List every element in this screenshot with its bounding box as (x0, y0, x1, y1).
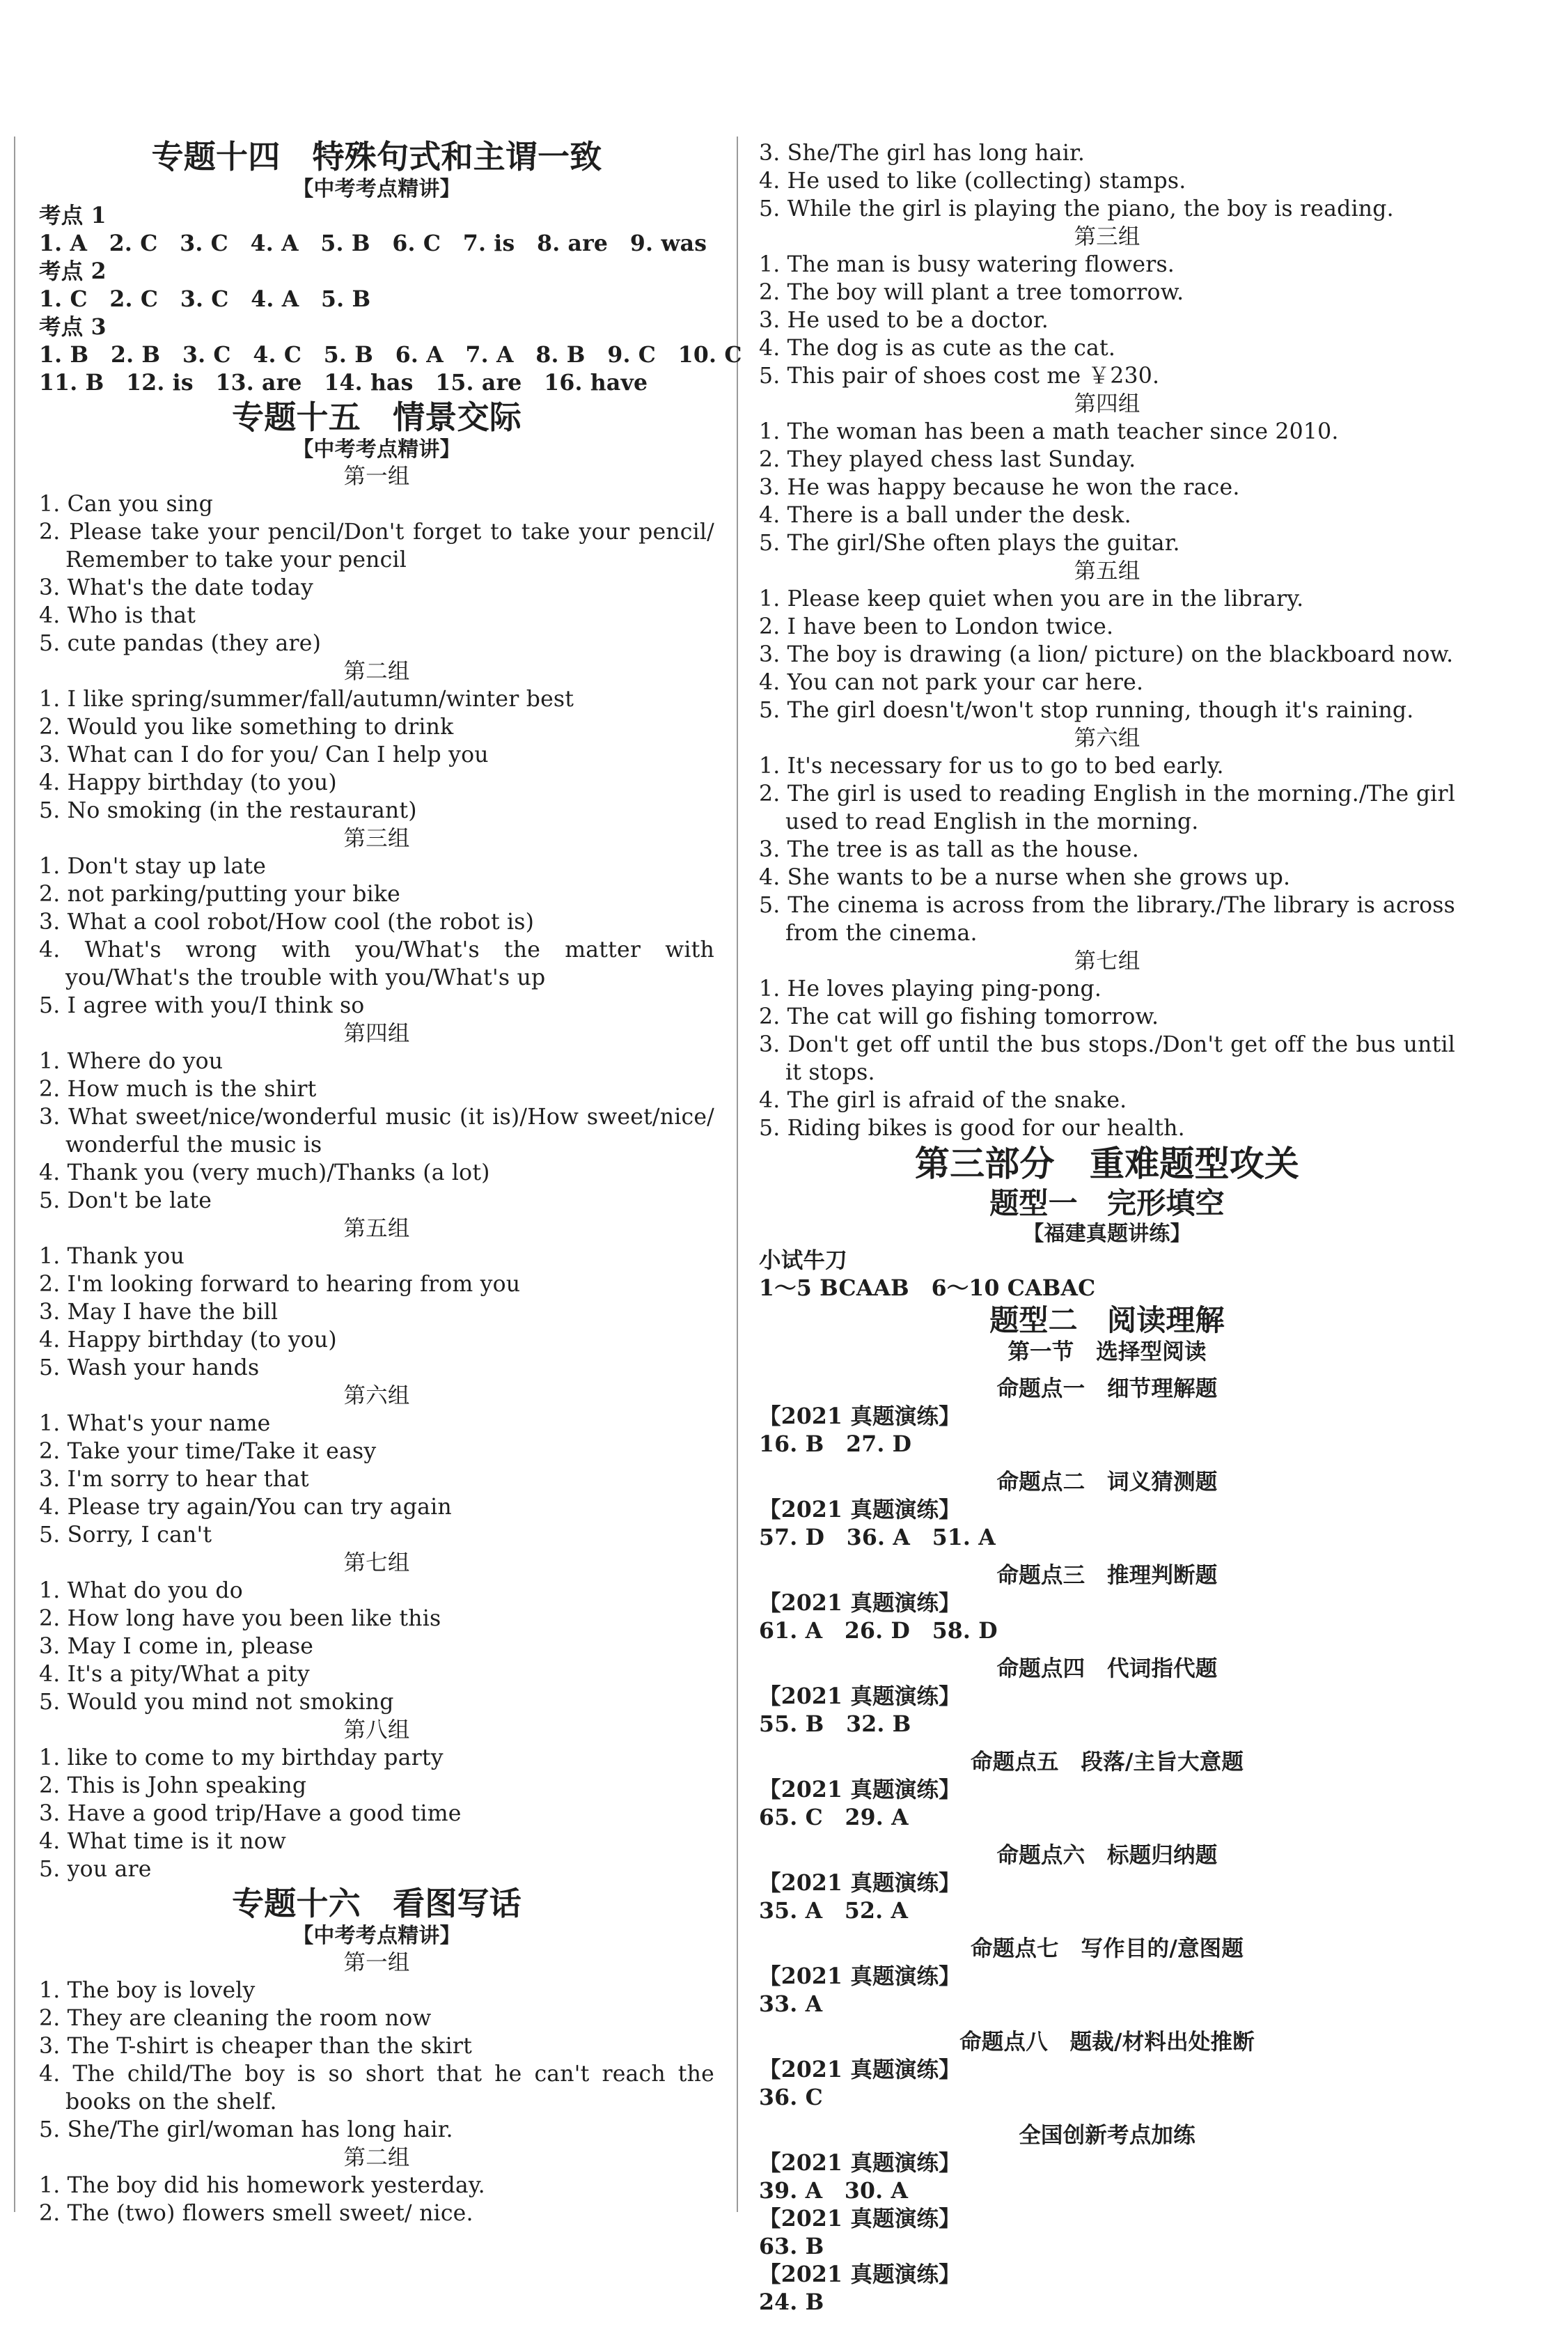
answer-item: 5. Sorry, I can't (39, 1523, 212, 1548)
group-heading: 第三组 (343, 826, 410, 851)
practice-tag: 【2021 真题演练】 (759, 2150, 961, 2176)
answer-item: 5. The girl/She often plays the guitar. (759, 531, 1180, 556)
practice-answers: 57. D 36. A 51. A (759, 1525, 996, 1550)
group-heading: 第三组 (1074, 224, 1140, 249)
answer-item: 1. The woman has been a math teacher since 2010. (759, 419, 1339, 444)
mingti-point-title: 命题点四 代词指代题 (996, 1656, 1218, 1681)
answer-item: 2. The boy will plant a tree tomorrow. (759, 280, 1184, 305)
answer-item: 3. May I come in, please (39, 1634, 314, 1659)
group-heading: 第二组 (343, 2145, 410, 2170)
answer-item: 1. The boy did his homework yesterday. (39, 2173, 485, 2198)
answer-item: 4. What's wrong with you/What's the matter with you/What's the trouble with you/What's up (39, 937, 714, 990)
answer-item: 5. Don't be late (39, 1188, 212, 1213)
mingti-point-title: 命题点八 题裁/材料出处推断 (959, 2029, 1255, 2055)
practice-answers: 36. C (759, 2085, 823, 2110)
answer-item: 1. Please keep quiet when you are in the library. (759, 586, 1304, 612)
answer-item: 4. What time is it now (39, 1829, 287, 1854)
part-3-title: 第三部分 重难题型攻关 (914, 1143, 1300, 1184)
answer-item: 3. What a cool robot/How cool (the robot is) (39, 910, 535, 935)
practice-answers: 55. B 32. B (759, 1711, 911, 1737)
mingti-point-title: 命题点二 词义猜测题 (996, 1469, 1218, 1495)
answer-item: 4. Happy birthday (to you) (39, 1327, 337, 1353)
answer-item: 3. The boy is drawing (a lion/ picture) on the blackboard now. (759, 642, 1454, 667)
right-column (759, 139, 1455, 2316)
topic-14-subtitle: 【中考考点精讲】 (292, 177, 461, 201)
continued-group-2 (759, 139, 1455, 223)
answer-item: 5. Wash your hands (39, 1355, 260, 1380)
answer-item: 3. I'm sorry to hear that (39, 1467, 309, 1492)
practice-tag: 【2021 真题演练】 (759, 1870, 961, 1896)
column-divider (737, 137, 738, 2212)
answer-item: 1. The man is busy watering flowers. (759, 252, 1175, 277)
answer-item: 4. Thank you (very much)/Thanks (a lot) (39, 1160, 490, 1185)
answer-item: 4. She wants to be a nurse when she grows up. (759, 865, 1291, 890)
mingti-point-title: 命题点六 标题归纳题 (996, 1842, 1218, 1868)
answer-item: 5. Riding bikes is good for our health. (759, 1116, 1185, 1141)
answer-item: 1. Don't stay up late (39, 854, 267, 879)
mingti-point-title: 命题点一 细节理解题 (996, 1376, 1218, 1401)
practice-answers: 63. B (759, 2234, 824, 2259)
answer-item: 2. They are cleaning the room now (39, 2006, 432, 2031)
practice-tag: 【2021 真题演练】 (759, 2206, 961, 2232)
kaodian-3-answers-cont: 11. B 12. is 13. are 14. has 15. are 16. have (39, 370, 648, 396)
group-heading: 第四组 (1074, 391, 1140, 416)
topic-16-subtitle: 【中考考点精讲】 (292, 1924, 461, 1948)
answer-item: 3. He used to be a doctor. (759, 308, 1049, 333)
answer-item: 1. The boy is lovely (39, 1978, 256, 2003)
answer-item: 4. Please try again/You can try again (39, 1495, 452, 1520)
answer-item: 5. you are (39, 1857, 152, 1882)
group-heading: 第六组 (343, 1383, 410, 1408)
group-heading: 第八组 (343, 1718, 410, 1743)
answer-item: 2. How long have you been like this (39, 1606, 441, 1631)
practice-answers: 61. A 26. D 58. D (759, 1618, 998, 1644)
type-2-title: 题型二 阅读理解 (989, 1303, 1225, 1337)
mingti-points (759, 1375, 1455, 2112)
practice-tag: 【2021 真题演练】 (759, 1590, 961, 1616)
national-blocks (759, 2149, 1455, 2316)
answer-item: 2. I have been to London twice. (759, 614, 1114, 639)
answer-item: 1. like to come to my birthday party (39, 1745, 444, 1770)
left-margin-rule (14, 137, 15, 2212)
answer-item: 1. Thank you (39, 1244, 185, 1269)
answer-item: 1. It's necessary for us to go to bed early. (759, 754, 1224, 779)
kaodian-3-label: 考点 3 (39, 314, 107, 340)
practice-tag: 【2021 真题演练】 (759, 1403, 961, 1429)
group-heading: 第一组 (343, 464, 410, 489)
answer-item: 2. The (two) flowers smell sweet/ nice. (39, 2201, 473, 2226)
mingti-point-title: 命题点三 推理判断题 (996, 1562, 1218, 1588)
practice-tag: 【2021 真题演练】 (759, 1497, 961, 1523)
answer-item: 4. The dog is as cute as the cat. (759, 336, 1116, 361)
type-1-label: 小试牛刀 (759, 1247, 847, 1273)
answer-item: 2. This is John speaking (39, 1773, 307, 1798)
answer-item: 4. Who is that (39, 603, 196, 628)
answer-item: 3. What can I do for you/ Can I help you (39, 742, 489, 768)
topic-15-subtitle: 【中考考点精讲】 (292, 437, 461, 462)
mingti-point-title: 命题点五 段落/主旨大意题 (970, 1749, 1244, 1775)
group-heading: 第六组 (1074, 726, 1140, 751)
answer-item: 4. He used to like (collecting) stamps. (759, 169, 1186, 194)
answer-item: 5. Would you mind not smoking (39, 1690, 394, 1715)
answer-item: 4. The child/The boy is so short that he can't reach the books on the shelf. (39, 2062, 714, 2115)
answer-item: 1. I like spring/summer/fall/autumn/winter best (39, 687, 574, 712)
answer-item: 2. They played chess last Sunday. (759, 447, 1136, 472)
answer-item: 1. What do you do (39, 1578, 243, 1603)
answer-item: 5. While the girl is playing the piano, the boy is reading. (759, 196, 1394, 221)
answer-item: 3. May I have the bill (39, 1300, 279, 1325)
practice-answers: 65. C 29. A (759, 1805, 909, 1830)
answer-item: 2. The girl is used to reading English in the morning./The girl used to read English in the morning. (759, 781, 1455, 834)
practice-tag: 【2021 真题演练】 (759, 2057, 961, 2082)
section-1-title: 第一节 选择型阅读 (1008, 1339, 1207, 1364)
answer-item: 1. What's your name (39, 1411, 271, 1436)
answer-item: 5. She/The girl/woman has long hair. (39, 2117, 453, 2142)
answer-item: 2. Would you like something to drink (39, 715, 454, 740)
group-heading: 第七组 (343, 1550, 410, 1575)
mingti-point-title: 命题点七 写作目的/意图题 (970, 1936, 1244, 1961)
answer-item: 3. What's the date today (39, 575, 314, 600)
practice-tag: 【2021 真题演练】 (759, 1777, 961, 1802)
answer-item: 5. The cinema is across from the library./The library is across from the cinema. (759, 893, 1455, 946)
group-heading: 第二组 (343, 659, 410, 684)
answer-item: 1. Where do you (39, 1049, 224, 1074)
answer-item: 2. I'm looking forward to hearing from you (39, 1272, 521, 1297)
kaodian-2-answers: 1. C 2. C 3. C 4. A 5. B (39, 286, 371, 312)
national-title: 全国创新考点加练 (1019, 2122, 1195, 2148)
answer-item: 3. She/The girl has long hair. (759, 141, 1085, 166)
answer-item: 1. He loves playing ping-pong. (759, 976, 1102, 1002)
practice-tag: 【2021 真题演练】 (759, 2261, 961, 2287)
answer-item: 4. It's a pity/What a pity (39, 1662, 310, 1687)
topic-16-title: 专题十六 看图写话 (232, 1885, 522, 1922)
answer-item: 3. The tree is as tall as the house. (759, 837, 1139, 862)
right-groups (759, 223, 1455, 1142)
answer-item: 3. He was happy because he won the race. (759, 475, 1240, 500)
answer-item: 5. cute pandas (they are) (39, 631, 322, 656)
answer-item: 2. The cat will go fishing tomorrow. (759, 1004, 1159, 1029)
answer-item: 4. The girl is afraid of the snake. (759, 1088, 1127, 1113)
left-column (39, 137, 742, 2227)
answer-item: 3. The T-shirt is cheaper than the skirt (39, 2034, 473, 2059)
topic-14-kaodian (39, 202, 742, 397)
kaodian-1-label: 考点 1 (39, 203, 107, 228)
answer-item: 3. What sweet/nice/wonderful music (it is)/How sweet/nice/ wonderful the music is (39, 1105, 714, 1158)
answer-item: 2. How much is the shirt (39, 1077, 317, 1102)
practice-answers: 35. A 52. A (759, 1898, 909, 1924)
practice-tag: 【2021 真题演练】 (759, 1963, 961, 1989)
answer-item: 5. I agree with you/I think so (39, 993, 365, 1018)
answer-item: 1. Can you sing (39, 492, 214, 517)
answer-item: 5. This pair of shoes cost me ￥230. (759, 364, 1160, 389)
group-heading: 第四组 (343, 1021, 410, 1046)
kaodian-1-answers: 1. A 2. C 3. C 4. A 5. B 6. C 7. is 8. are 9. was (39, 231, 707, 256)
group-heading: 第七组 (1074, 949, 1140, 974)
answer-item: 2. Take your time/Take it easy (39, 1439, 377, 1464)
answer-item: 4. You can not park your car here. (759, 670, 1144, 695)
practice-tag: 【2021 真题演练】 (759, 1683, 961, 1709)
answer-item: 2. not parking/putting your bike (39, 882, 401, 907)
answer-item: 5. The girl doesn't/won't stop running, though it's raining. (759, 698, 1414, 723)
group-heading: 第五组 (343, 1216, 410, 1241)
answer-item: 4. There is a ball under the desk. (759, 503, 1131, 528)
type-1-answers: 1～5 BCAAB 6～10 CABAC (759, 1275, 1096, 1301)
topic-15-title: 专题十五 情景交际 (232, 398, 522, 436)
answer-item: 5. No smoking (in the restaurant) (39, 798, 417, 823)
topic-16-groups (39, 1949, 714, 2227)
topic-15-groups (39, 462, 714, 1883)
group-heading: 第五组 (1074, 559, 1140, 584)
kaodian-3-answers: 1. B 2. B 3. C 4. C 5. B 6. A 7. A 8. B 9. C 10. C (39, 342, 742, 368)
practice-answers: 16. B 27. D (759, 1431, 912, 1457)
answer-item: 2. Please take your pencil/Don't forget to take your pencil/ Remember to take your pencil (39, 520, 714, 573)
topic-14-title: 专题十四 特殊句式和主谓一致 (151, 138, 602, 176)
practice-answers: 39. A 30. A (759, 2178, 909, 2204)
type-1-subtitle: 【福建真题讲练】 (1023, 1222, 1191, 1246)
kaodian-2-label: 考点 2 (39, 258, 107, 284)
group-heading: 第一组 (343, 1950, 410, 1975)
practice-answers: 24. B (759, 2289, 824, 2315)
type-1-title: 题型一 完形填空 (989, 1186, 1225, 1220)
answer-item: 4. Happy birthday (to you) (39, 770, 337, 795)
answer-item: 3. Have a good trip/Have a good time (39, 1801, 462, 1826)
answer-item: 3. Don't get off until the bus stops./Don't get off the bus until it stops. (759, 1032, 1455, 1085)
practice-answers: 33. A (759, 1991, 823, 2017)
